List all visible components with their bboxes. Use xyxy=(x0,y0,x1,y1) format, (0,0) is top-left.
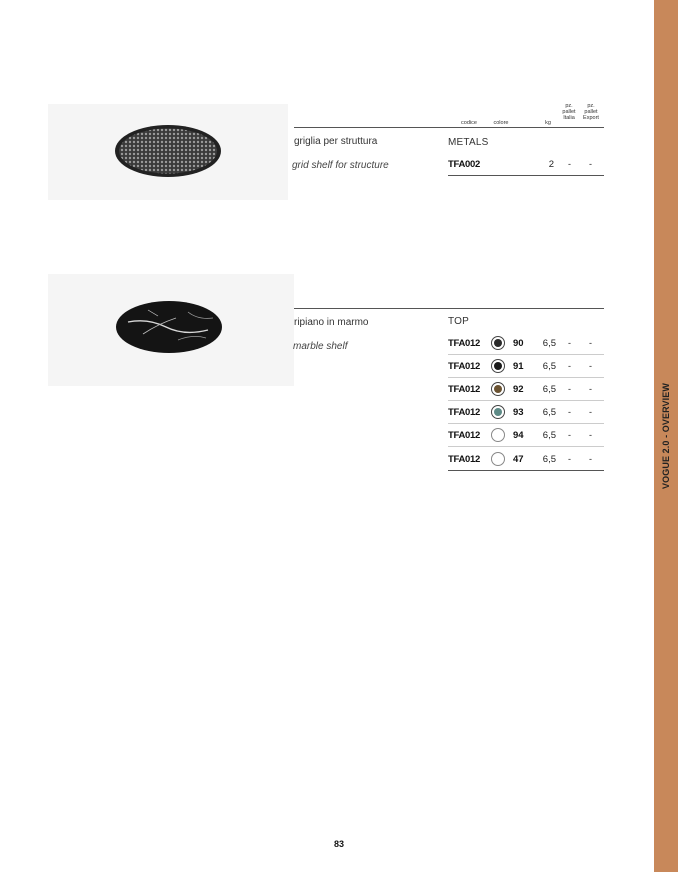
row-export: - xyxy=(589,430,592,440)
product1-row1-kg: 2 xyxy=(548,159,554,170)
swatch-fill xyxy=(494,431,502,439)
row-color: 93 xyxy=(513,407,524,418)
row-divider xyxy=(448,377,604,378)
row-kg: 6,5 xyxy=(542,407,556,418)
color-swatch xyxy=(491,359,505,373)
product1-row1-italia: - xyxy=(568,159,571,169)
marble-shelf-illustration xyxy=(48,274,294,386)
row-divider xyxy=(448,354,604,355)
row-kg: 6,5 xyxy=(542,338,556,349)
product1-name-en: grid shelf for structure xyxy=(292,160,389,171)
swatch-fill xyxy=(494,455,502,463)
row-color: 94 xyxy=(513,430,524,441)
row-italia: - xyxy=(568,454,571,464)
product1-group: METALS xyxy=(448,137,489,148)
row-italia: - xyxy=(568,338,571,348)
row-divider xyxy=(448,423,604,424)
product1-bottom-rule xyxy=(448,175,604,176)
product1-name-it: griglia per struttura xyxy=(294,136,378,147)
row-kg: 6,5 xyxy=(542,384,556,395)
header-colore: colore xyxy=(493,120,509,126)
row-code: TFA012 xyxy=(448,338,480,349)
header-export-line1: pz. xyxy=(587,103,595,109)
row-export: - xyxy=(589,384,592,394)
header-export-line3: Export xyxy=(583,115,599,121)
row-italia: - xyxy=(568,361,571,371)
row-kg: 6,5 xyxy=(542,430,556,441)
swatch-fill xyxy=(494,408,502,416)
product-image-grid-shelf xyxy=(48,104,288,200)
row-export: - xyxy=(589,361,592,371)
header-italia-line3: Italia xyxy=(563,115,575,121)
row-divider xyxy=(448,400,604,401)
product2-top-rule xyxy=(294,308,604,309)
color-swatch xyxy=(491,382,505,396)
side-title: VOGUE 2.0 - OVERVIEW xyxy=(661,383,671,489)
row-kg: 6,5 xyxy=(542,361,556,372)
row-code: TFA012 xyxy=(448,407,480,418)
color-swatch xyxy=(491,405,505,419)
row-code: TFA012 xyxy=(448,454,480,465)
color-swatch xyxy=(491,428,505,442)
row-color: 92 xyxy=(513,384,524,395)
row-italia: - xyxy=(568,384,571,394)
product1-top-rule xyxy=(294,127,604,128)
row-export: - xyxy=(589,407,592,417)
row-code: TFA012 xyxy=(448,384,480,395)
grid-shelf-illustration xyxy=(48,104,288,200)
row-italia: - xyxy=(568,430,571,440)
swatch-fill xyxy=(494,385,502,393)
product2-name-it: ripiano in marmo xyxy=(294,317,369,328)
swatch-fill xyxy=(494,339,502,347)
product2-bottom-rule xyxy=(448,470,604,471)
row-export: - xyxy=(589,454,592,464)
page-number: 83 xyxy=(333,839,344,849)
row-divider xyxy=(448,446,604,447)
product-image-marble-shelf xyxy=(48,274,294,386)
row-export: - xyxy=(589,338,592,348)
header-codice: codice xyxy=(461,120,477,126)
row-color: 91 xyxy=(513,361,524,372)
row-code: TFA012 xyxy=(448,430,480,441)
product1-row1-code: TFA002 xyxy=(448,159,480,170)
row-kg: 6,5 xyxy=(542,454,556,465)
product2-group: TOP xyxy=(448,316,469,327)
row-color: 47 xyxy=(513,454,524,465)
swatch-fill xyxy=(494,362,502,370)
row-color: 90 xyxy=(513,338,524,349)
header-italia-line2: pallet xyxy=(562,109,576,115)
product1-row1-export: - xyxy=(589,159,592,169)
header-italia-line1: pz. xyxy=(565,103,573,109)
product2-name-en: marble shelf xyxy=(293,341,348,352)
row-italia: - xyxy=(568,407,571,417)
row-code: TFA012 xyxy=(448,361,480,372)
header-pz-pallet-export xyxy=(579,103,603,121)
header-pz-pallet-italia xyxy=(559,103,579,121)
header-kg: kg xyxy=(545,120,551,126)
header-export-line2: pallet xyxy=(584,109,598,115)
color-swatch xyxy=(491,452,505,466)
color-swatch xyxy=(491,336,505,350)
